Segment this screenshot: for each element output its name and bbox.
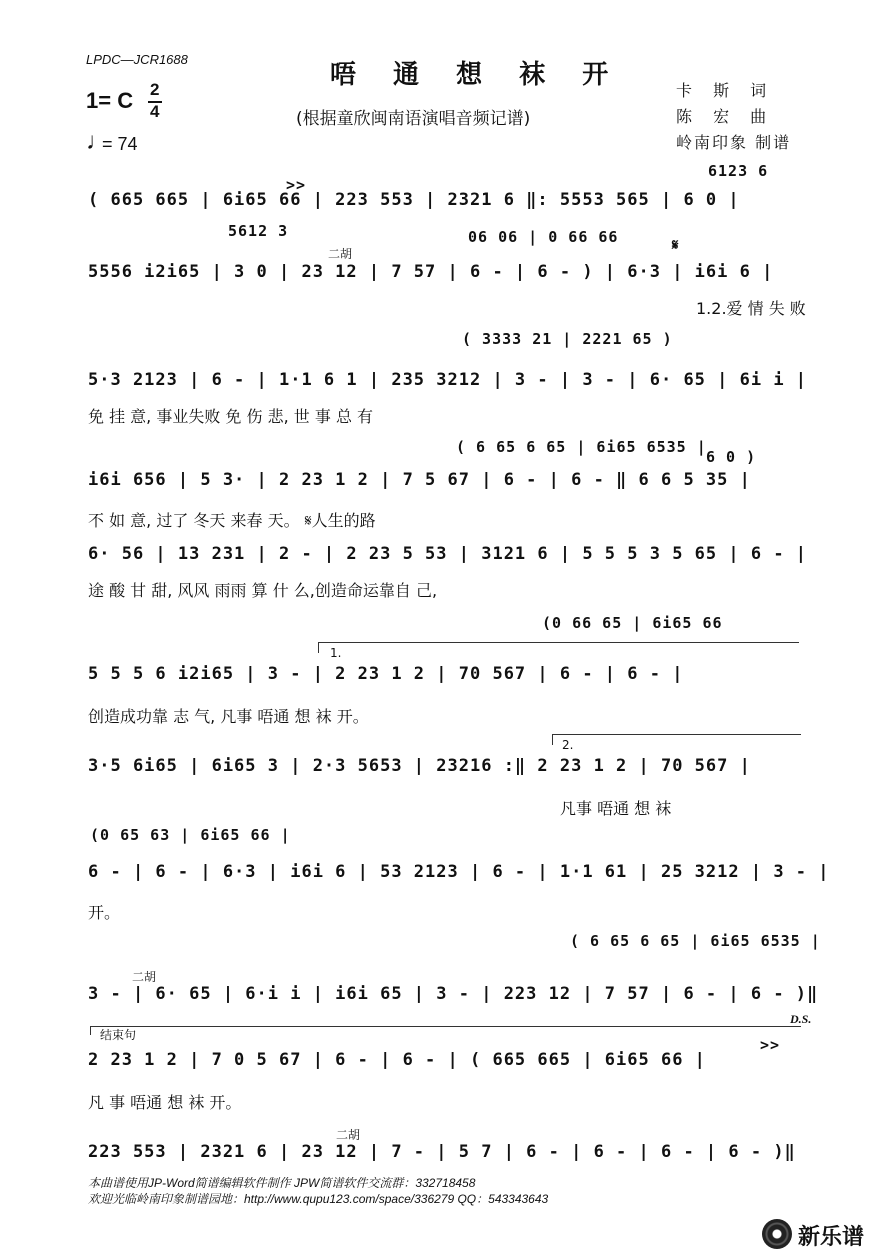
- tempo-marking: = 74: [102, 134, 138, 154]
- notation-line: 3 - | 6· 65 | 6·i i | i6i 65 | 3 - | 223 12 | 7 57 | 6 - | 6 - )‖: [88, 984, 819, 1004]
- footer-line-2: 欢迎光临岭南印象制谱园地：http://www.qupu123.com/space/336279 QQ：543343643: [88, 1192, 549, 1206]
- time-signature-bottom: 4: [150, 102, 160, 121]
- annotation: ( 6 65 6 65 | 6i65 6535 |: [570, 932, 821, 950]
- ds-mark: D.S.: [790, 1012, 812, 1026]
- lyric-line: 1.2.爱 情 失 败: [696, 299, 806, 318]
- annotation: 1.: [330, 646, 342, 660]
- notation-line: 6· 56 | 13 231 | 2 - | 2 23 5 53 | 3121 6 | 5 5 5 3 5 65 | 6 - |: [88, 544, 808, 564]
- lyric-line: 途 酸 甘 甜, 风风 雨雨 算 什 么,创造命运靠自 己,: [88, 581, 438, 600]
- score-title: 唔 通 想 袜 开: [330, 60, 623, 90]
- lyric-line: 创造成功靠 志 气, 凡事 唔通 想 袜 开。: [88, 707, 369, 726]
- notation-line: 3·5 6i65 | 6i65 3 | 2·3 5653 | 23216 :‖ 2 23 1 2 | 70 567 |: [88, 756, 751, 776]
- notation-line: 2 23 1 2 | 7 0 5 67 | 6 - | 6 - | ( 665 665 | 6i65 66 |: [88, 1050, 706, 1070]
- annotation: ( 3333 21 | 2221 65 ): [462, 330, 673, 348]
- annotation: 2.: [562, 738, 574, 752]
- notation-line: 6 - | 6 - | 6·3 | i6i 6 | 53 2123 | 6 - | 1·1 61 | 25 3212 | 3 - |: [88, 862, 830, 882]
- notation-line: 223 553 | 2321 6 | 23 12 | 7 - | 5 7 | 6 - | 6 - | 6 - | 6 - )‖: [88, 1142, 796, 1162]
- annotation: 06 06 | 0 66 66: [468, 228, 619, 246]
- score-subtitle: (根据童欣闽南语演唱音频记谱): [296, 109, 531, 129]
- annotation: 二胡: [328, 247, 353, 261]
- time-signature-top: 2: [150, 80, 160, 99]
- annotation: 𝄋: [672, 236, 680, 254]
- site-logo: 新乐谱: [798, 1225, 865, 1250]
- annotation: >>: [286, 176, 307, 194]
- lyricist-credit: 卡 斯 词: [676, 81, 775, 100]
- composer-credit: 陈 宏 曲: [676, 107, 775, 126]
- notation-line: ( 665 665 | 6i65 66 | 223 553 | 2321 6 ‖: 5553 565 | 6 0 |: [88, 190, 740, 210]
- lyric-line: 免 挂 意, 事业失败 免 伤 悲, 世 事 总 有: [88, 407, 374, 426]
- notation-line: 5556 i2i65 | 3 0 | 23 12 | 7 57 | 6 - | 6 - ) | 6·3 | i6i 6 |: [88, 262, 774, 282]
- annotation: >>: [760, 1036, 781, 1054]
- annotation: (0 66 65 | 6i65 66: [542, 614, 723, 632]
- annotation: 5612 3: [228, 222, 289, 240]
- record-icon: [762, 1219, 792, 1249]
- ending-bracket: [90, 1026, 801, 1035]
- annotation: (0 65 63 | 6i65 66 |: [90, 826, 291, 844]
- volta-1-bracket: [318, 642, 799, 653]
- key-signature: 1= C: [86, 88, 134, 113]
- notation-line: 5 5 5 6 i2i65 | 3 - | 2 23 1 2 | 70 567 | 6 - | 6 - |: [88, 664, 684, 684]
- annotation: 二胡: [132, 970, 157, 984]
- footer-line-1: 本曲谱使用JP-Word简谱编辑软件制作 JPW简谱软件交流群：332718458: [88, 1176, 476, 1190]
- notation-line: 5·3 2123 | 6 - | 1·1 6 1 | 235 3212 | 3 - | 3 - | 6· 65 | 6i i |: [88, 370, 808, 390]
- annotation: 二胡: [336, 1128, 361, 1142]
- arranger-credit: 岭南印象 制谱: [676, 133, 792, 152]
- quarter-note-icon: ♩: [86, 128, 110, 155]
- lyric-line: 凡 事 唔通 想 袜 开。: [88, 1093, 242, 1112]
- score-code: LPDC—JCR1688: [86, 52, 188, 67]
- annotation: 6123 6: [708, 162, 769, 180]
- volta-2-bracket: [552, 734, 801, 745]
- notation-line: i6i 656 | 5 3· | 2 23 1 2 | 7 5 67 | 6 - | 6 - ‖ 6 6 5 35 |: [88, 470, 751, 490]
- annotation: ( 6 65 6 65 | 6i65 6535 |: [456, 438, 707, 456]
- lyric-line: 开。: [88, 903, 121, 922]
- lyric-line: 不 如 意, 过了 冬天 来春 天。 𝄋人生的路: [88, 511, 376, 530]
- annotation: 6 0 ): [706, 448, 757, 466]
- annotation: 结束句: [100, 1028, 137, 1042]
- lyric-line: 凡事 唔通 想 袜: [560, 799, 672, 818]
